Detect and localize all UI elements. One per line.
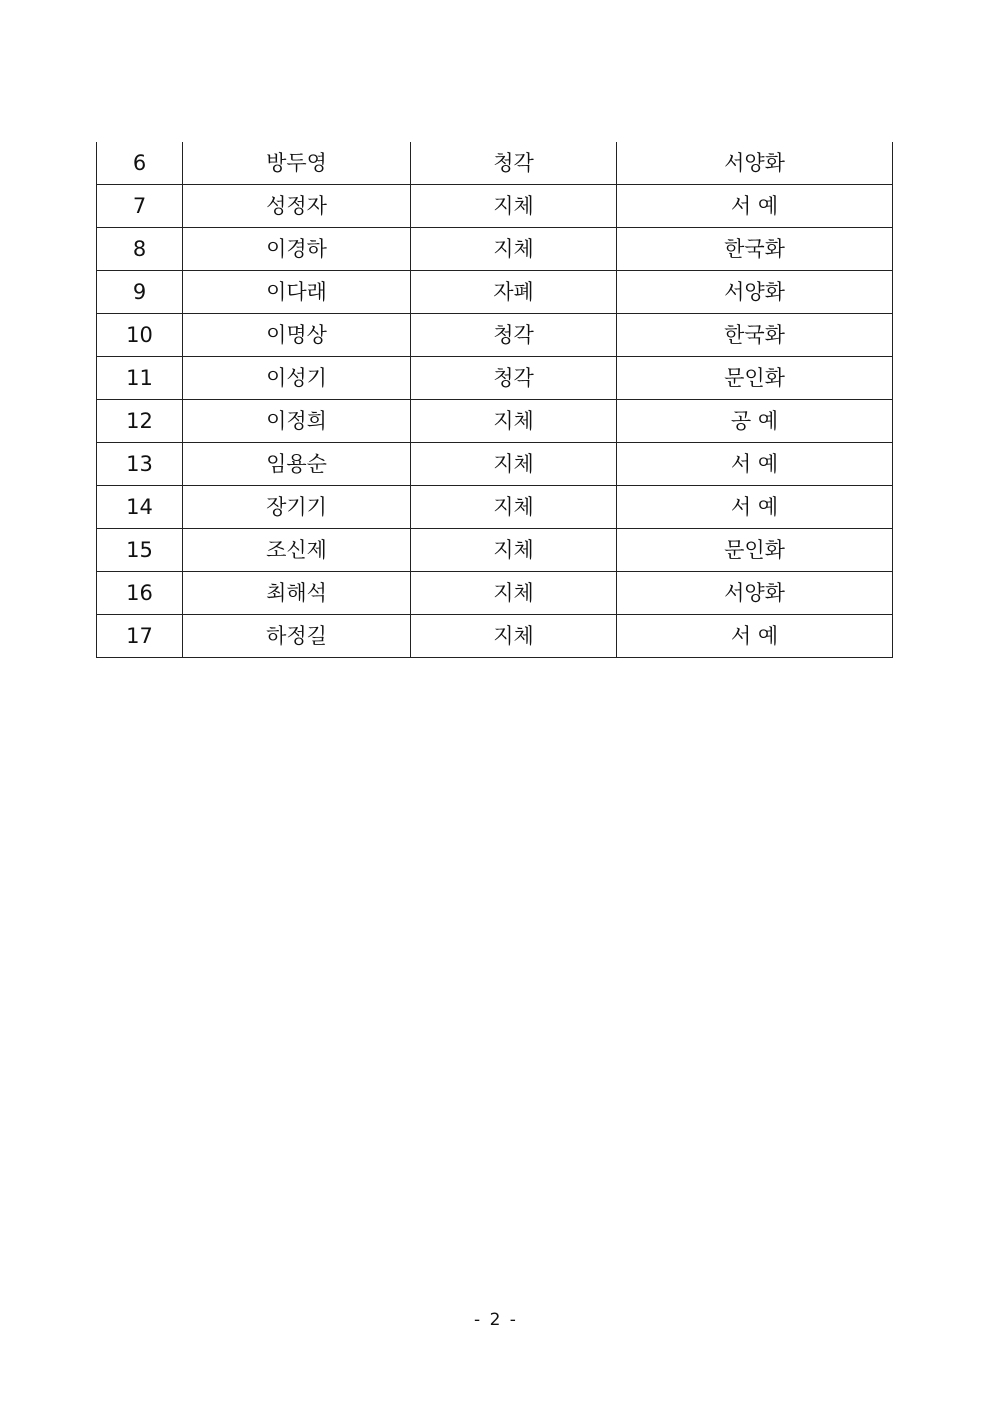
disability-type-cell: 지체 bbox=[411, 615, 617, 658]
table-row bbox=[97, 314, 893, 357]
row-number-cell: 6 bbox=[97, 142, 183, 185]
table-row bbox=[97, 615, 893, 658]
name-cell: 성정자 bbox=[183, 185, 411, 228]
art-field-cell: 서 예 bbox=[617, 486, 893, 529]
table-row bbox=[97, 185, 893, 228]
name-cell: 이경하 bbox=[183, 228, 411, 271]
name-cell: 임용순 bbox=[183, 443, 411, 486]
roster-table-body bbox=[97, 142, 893, 658]
row-number-cell: 7 bbox=[97, 185, 183, 228]
art-field-cell: 서양화 bbox=[617, 572, 893, 615]
name-cell: 이명상 bbox=[183, 314, 411, 357]
art-field-cell: 서 예 bbox=[617, 443, 893, 486]
disability-type-cell: 청각 bbox=[411, 314, 617, 357]
row-number-cell: 8 bbox=[97, 228, 183, 271]
disability-type-cell: 지체 bbox=[411, 486, 617, 529]
disability-type-cell: 청각 bbox=[411, 357, 617, 400]
row-number-cell: 9 bbox=[97, 271, 183, 314]
row-number-cell: 16 bbox=[97, 572, 183, 615]
art-field-cell: 서양화 bbox=[617, 271, 893, 314]
table-row bbox=[97, 400, 893, 443]
table-row bbox=[97, 271, 893, 314]
row-number-cell: 14 bbox=[97, 486, 183, 529]
disability-type-cell: 지체 bbox=[411, 185, 617, 228]
art-field-cell: 서양화 bbox=[617, 142, 893, 185]
name-cell: 최해석 bbox=[183, 572, 411, 615]
disability-type-cell: 지체 bbox=[411, 572, 617, 615]
row-number-cell: 15 bbox=[97, 529, 183, 572]
table-row bbox=[97, 357, 893, 400]
row-number-cell: 12 bbox=[97, 400, 183, 443]
disability-type-cell: 지체 bbox=[411, 529, 617, 572]
art-field-cell: 한국화 bbox=[617, 228, 893, 271]
table-row bbox=[97, 572, 893, 615]
disability-type-cell: 지체 bbox=[411, 443, 617, 486]
disability-type-cell: 자폐 bbox=[411, 271, 617, 314]
art-field-cell: 문인화 bbox=[617, 357, 893, 400]
disability-type-cell: 지체 bbox=[411, 400, 617, 443]
name-cell: 장기기 bbox=[183, 486, 411, 529]
name-cell: 하정길 bbox=[183, 615, 411, 658]
name-cell: 방두영 bbox=[183, 142, 411, 185]
row-number-cell: 13 bbox=[97, 443, 183, 486]
row-number-cell: 17 bbox=[97, 615, 183, 658]
disability-type-cell: 지체 bbox=[411, 228, 617, 271]
name-cell: 이성기 bbox=[183, 357, 411, 400]
roster-table bbox=[96, 142, 893, 658]
name-cell: 이다래 bbox=[183, 271, 411, 314]
art-field-cell: 서 예 bbox=[617, 185, 893, 228]
table-row bbox=[97, 228, 893, 271]
table-row bbox=[97, 486, 893, 529]
disability-type-cell: 청각 bbox=[411, 142, 617, 185]
page-number: - 2 - bbox=[474, 1310, 518, 1330]
art-field-cell: 서 예 bbox=[617, 615, 893, 658]
table-row bbox=[97, 142, 893, 185]
art-field-cell: 한국화 bbox=[617, 314, 893, 357]
name-cell: 조신제 bbox=[183, 529, 411, 572]
row-number-cell: 10 bbox=[97, 314, 183, 357]
name-cell: 이정희 bbox=[183, 400, 411, 443]
table-row bbox=[97, 529, 893, 572]
table-row bbox=[97, 443, 893, 486]
art-field-cell: 공 예 bbox=[617, 400, 893, 443]
row-number-cell: 11 bbox=[97, 357, 183, 400]
art-field-cell: 문인화 bbox=[617, 529, 893, 572]
